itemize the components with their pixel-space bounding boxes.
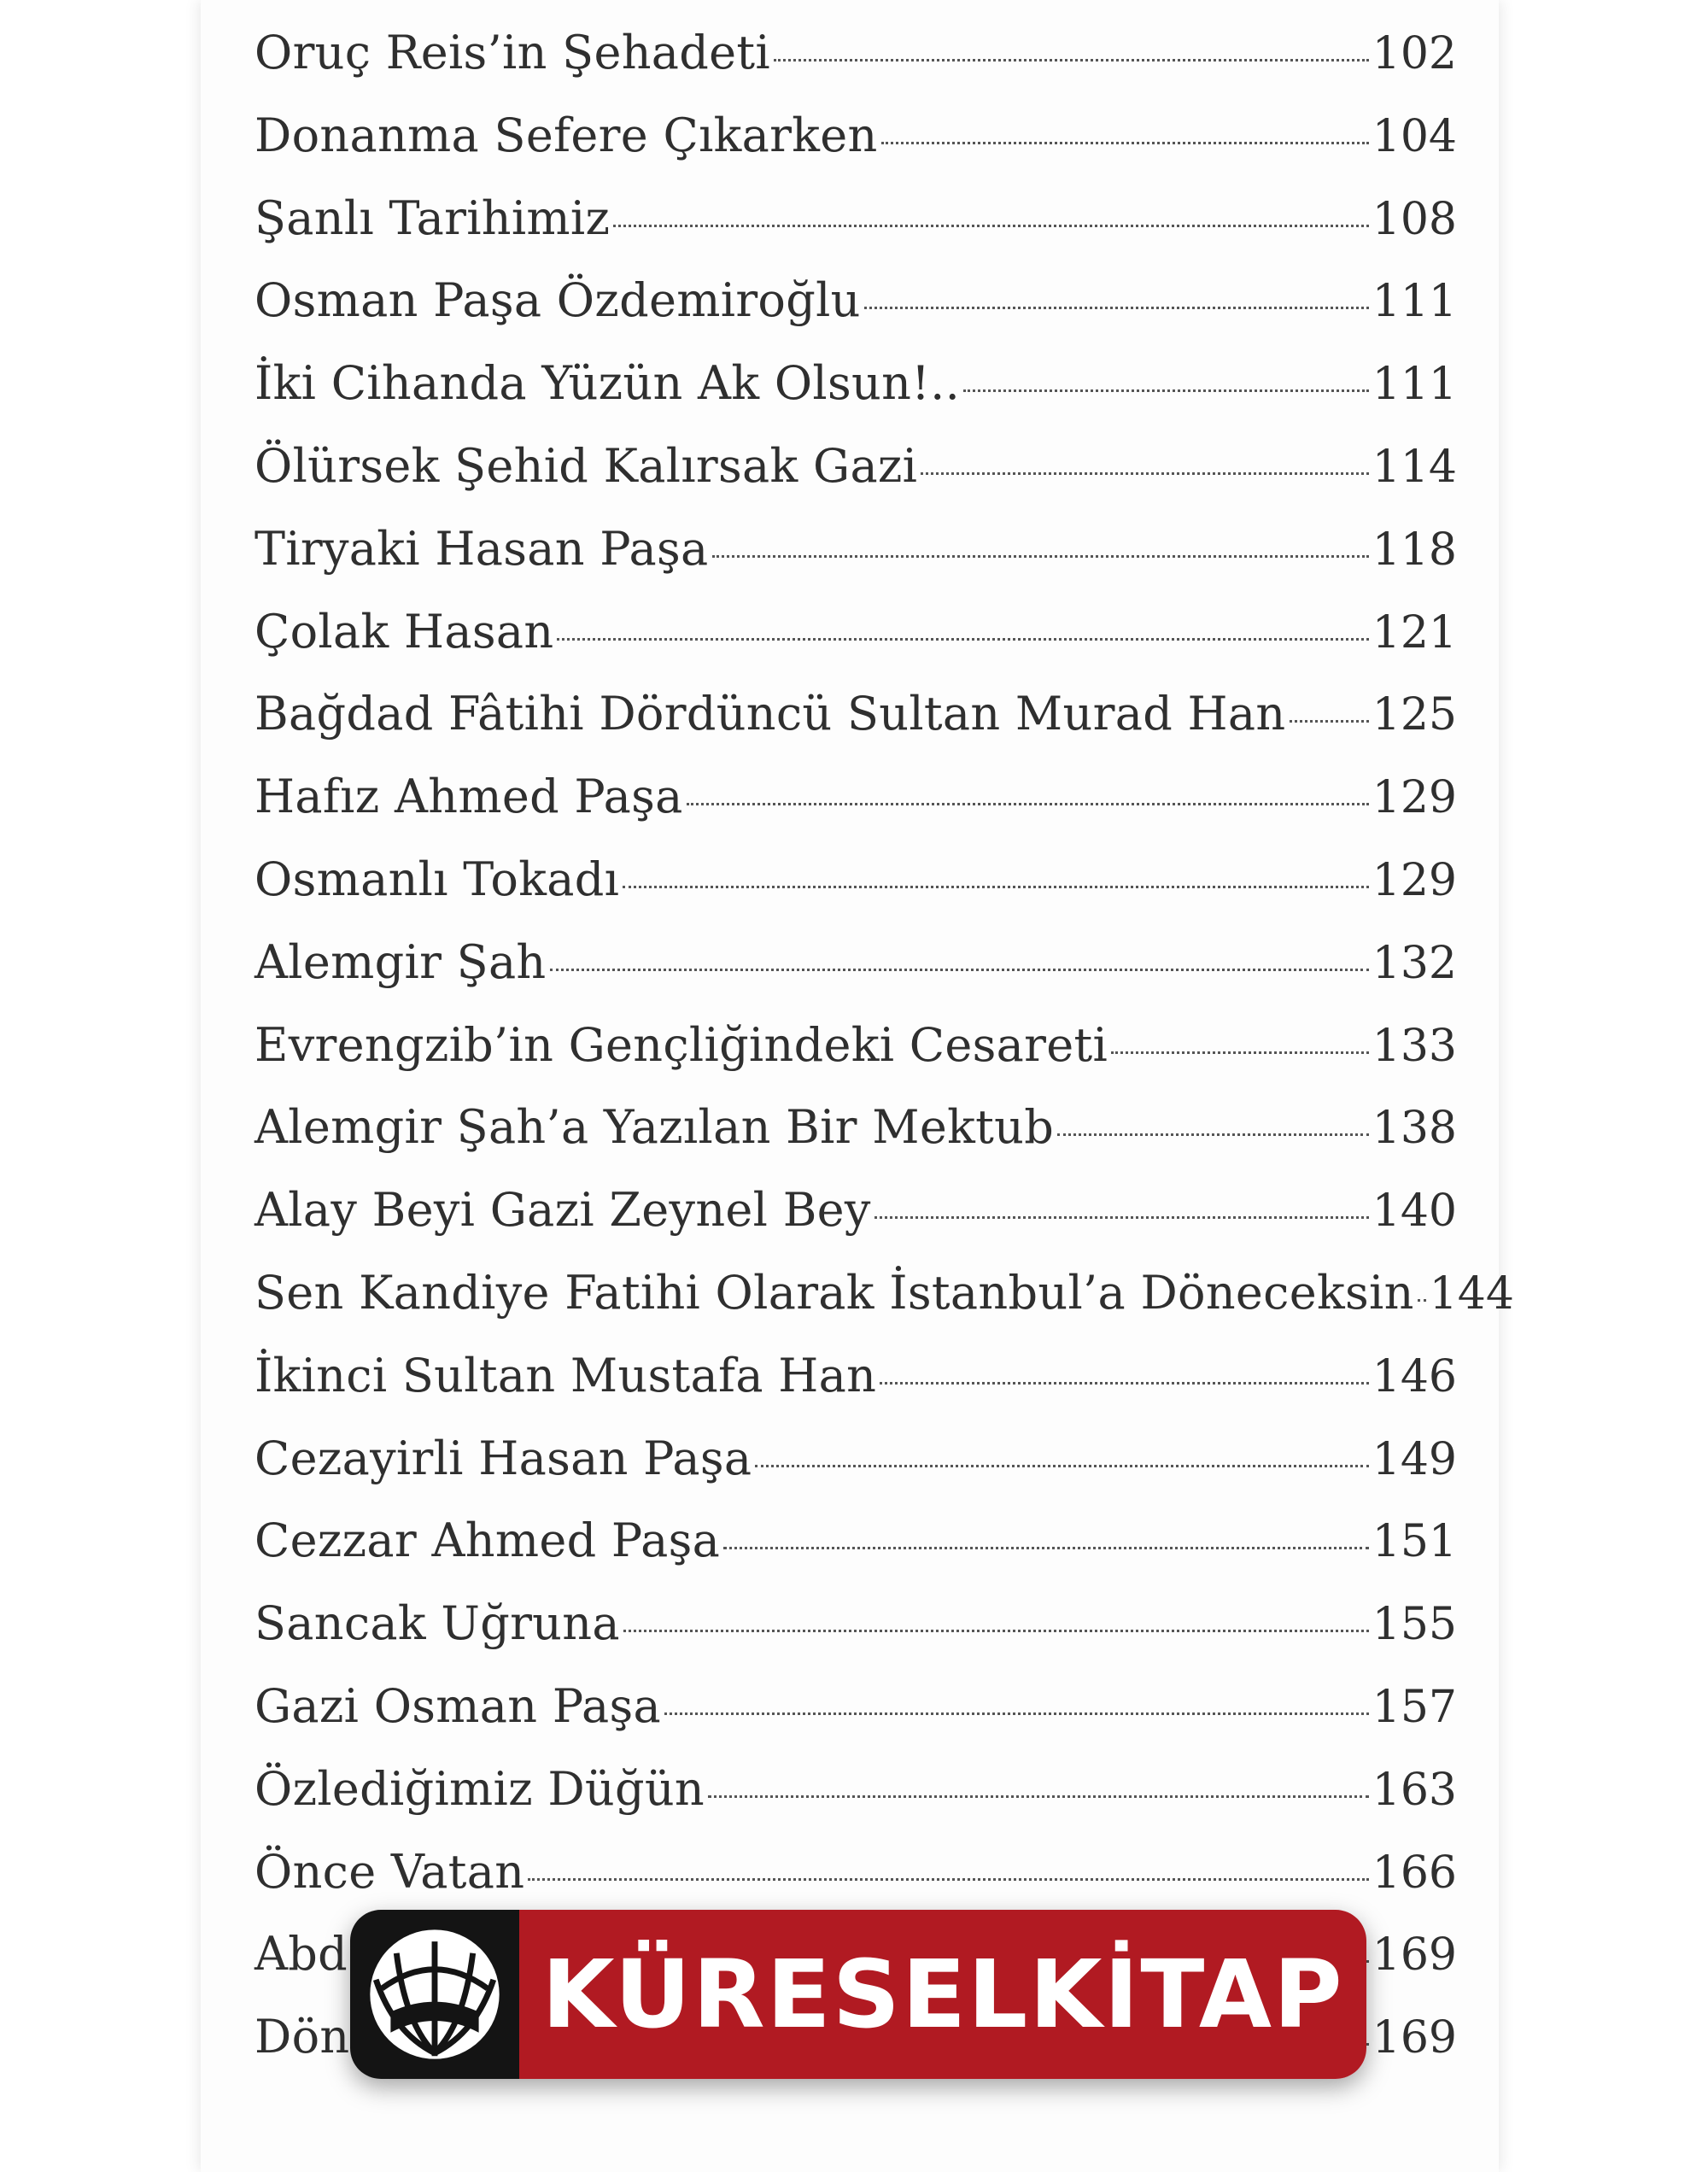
toc-entry [254, 356, 1457, 439]
globe-book-icon [361, 1921, 508, 2068]
toc-dot-leader [755, 1465, 1368, 1467]
kureselkitap-watermark [350, 1910, 1366, 2079]
toc-entry-title: Evrengzib’in Gençliğindeki Cesareti [254, 1017, 1108, 1072]
toc-entry-page-number: 155 [1372, 1599, 1457, 1651]
toc-dot-leader [864, 307, 1369, 309]
toc-entry-title: Alemgir Şah’a Yazılan Bir Mektub [254, 1100, 1055, 1155]
toc-entry-page-number: 138 [1372, 1103, 1457, 1155]
toc-entry [254, 1431, 1457, 1514]
toc-entry-title: Ölürsek Şehid Kalırsak Gazi [254, 438, 918, 493]
toc-dot-leader [1290, 720, 1369, 723]
toc-entry [254, 1513, 1457, 1596]
toc-entry-page-number: 132 [1372, 937, 1457, 989]
toc-entry-page-number: 129 [1372, 854, 1457, 906]
toc-entry [254, 935, 1457, 1018]
toc-entry-page-number: 157 [1372, 1681, 1457, 1733]
toc-entry-page-number: 163 [1372, 1764, 1457, 1816]
toc-entry-title: Cezzar Ahmed Paşa [254, 1513, 721, 1568]
toc-dot-leader [708, 1795, 1369, 1798]
toc-entry-title: Alemgir Şah [254, 934, 547, 989]
toc-entry-page-number: 144 [1429, 1267, 1514, 1320]
toc-entry-title: Dön [254, 2010, 350, 2064]
toc-entry [254, 1349, 1457, 1431]
toc-dot-leader [1418, 1299, 1426, 1302]
toc-entry-title: Oruç Reis’in Şehadeti [254, 26, 770, 79]
toc-entry-page-number: 121 [1372, 606, 1457, 659]
toc-dot-leader [723, 1547, 1369, 1549]
toc-entry [254, 273, 1457, 356]
table-of-contents [254, 26, 1514, 2093]
toc-entry-page-number: 151 [1372, 1516, 1457, 1568]
toc-entry-title: Abd [254, 1927, 348, 1982]
toc-dot-leader [963, 389, 1369, 392]
toc-dot-leader [613, 225, 1368, 227]
toc-entry-page-number: 166 [1372, 1847, 1457, 1899]
toc-entry-title: İkinci Sultan Mustafa Han [254, 1348, 877, 1402]
toc-entry [254, 1762, 1457, 1845]
toc-dot-leader [687, 803, 1369, 805]
toc-entry-page-number: 129 [1372, 772, 1457, 824]
toc-entry-title: Osman Paşa Özdemiroğlu [254, 273, 861, 328]
toc-entry [254, 1100, 1457, 1183]
toc-entry [254, 26, 1457, 108]
toc-entry [254, 852, 1457, 935]
toc-entry-title: Donanma Sefere Çıkarken [254, 108, 878, 162]
toc-entry-page-number: 140 [1372, 1186, 1457, 1238]
toc-dot-leader [623, 886, 1369, 888]
toc-entry [254, 770, 1457, 852]
toc-entry-title: Sancak Uğruna [254, 1596, 620, 1651]
toc-dot-leader [774, 59, 1369, 61]
toc-entry-page-number: 108 [1372, 193, 1457, 245]
toc-entry-page-number: 133 [1372, 1020, 1457, 1072]
toc-entry [254, 1679, 1457, 1762]
toc-entry-page-number: 114 [1372, 441, 1457, 493]
toc-entry-title: Osmanlı Tokadı [254, 852, 620, 906]
toc-dot-leader [528, 1878, 1368, 1881]
toc-entry-page-number: 149 [1372, 1433, 1457, 1485]
toc-dot-leader [921, 472, 1368, 475]
toc-entry-page-number: 111 [1372, 359, 1457, 411]
toc-entry-title: Tiryaki Hasan Paşa [254, 521, 709, 576]
toc-entry-page-number: 146 [1372, 1350, 1457, 1402]
toc-entry [254, 1265, 1514, 1349]
toc-entry-page-number: 104 [1372, 110, 1457, 162]
toc-entry [254, 439, 1457, 522]
toc-entry-title: Hafız Ahmed Paşa [254, 770, 683, 824]
toc-entry [254, 522, 1457, 605]
toc-entry [254, 687, 1457, 770]
toc-entry-title: Bağdad Fâtihi Dördüncü Sultan Murad Han [254, 687, 1286, 741]
toc-dot-leader [712, 555, 1369, 558]
toc-dot-leader [1111, 1051, 1369, 1054]
toc-dot-leader [874, 1216, 1369, 1219]
toc-entry-title: Gazi Osman Paşa [254, 1678, 662, 1733]
toc-entry-title: İki Cihanda Yüzün Ak Olsun!.. [254, 356, 961, 411]
toc-entry-title: Özlediğimiz Düğün [254, 1761, 705, 1816]
toc-entry-page-number: 169 [1372, 1929, 1457, 1982]
watermark-text-box [519, 1910, 1366, 2079]
toc-dot-leader [880, 1382, 1368, 1385]
watermark-logo [350, 1910, 519, 2079]
toc-entry-title: Cezayirli Hasan Paşa [254, 1431, 752, 1485]
toc-entry [254, 108, 1457, 191]
toc-entry [254, 1018, 1457, 1101]
toc-entry-title: Sen Kandiye Fatihi Olarak İstanbul’a Döneceksin [254, 1265, 1414, 1320]
toc-dot-leader [881, 142, 1369, 144]
toc-entry-page-number: 125 [1372, 689, 1457, 741]
toc-entry [254, 605, 1457, 688]
toc-entry-page-number: 102 [1372, 28, 1457, 79]
toc-entry-title: Şanlı Tarihimiz [254, 190, 611, 245]
toc-dot-leader [557, 638, 1368, 641]
toc-entry-page-number: 111 [1372, 276, 1457, 328]
toc-dot-leader [1057, 1133, 1369, 1136]
toc-dot-leader [550, 969, 1369, 971]
toc-entry-title: Çolak Hasan [254, 604, 554, 659]
watermark-text: KÜRESELKİTAP [541, 1940, 1344, 2049]
toc-dot-leader [623, 1630, 1369, 1632]
toc-entry [254, 1183, 1457, 1266]
toc-entry-title: Alay Beyi Gazi Zeynel Bey [254, 1183, 871, 1238]
toc-entry [254, 191, 1457, 274]
toc-entry-page-number: 169 [1372, 2012, 1457, 2064]
toc-entry-page-number: 118 [1372, 524, 1457, 576]
toc-dot-leader [664, 1712, 1369, 1715]
toc-entry-title: Önce Vatan [254, 1844, 525, 1899]
toc-entry [254, 1596, 1457, 1679]
